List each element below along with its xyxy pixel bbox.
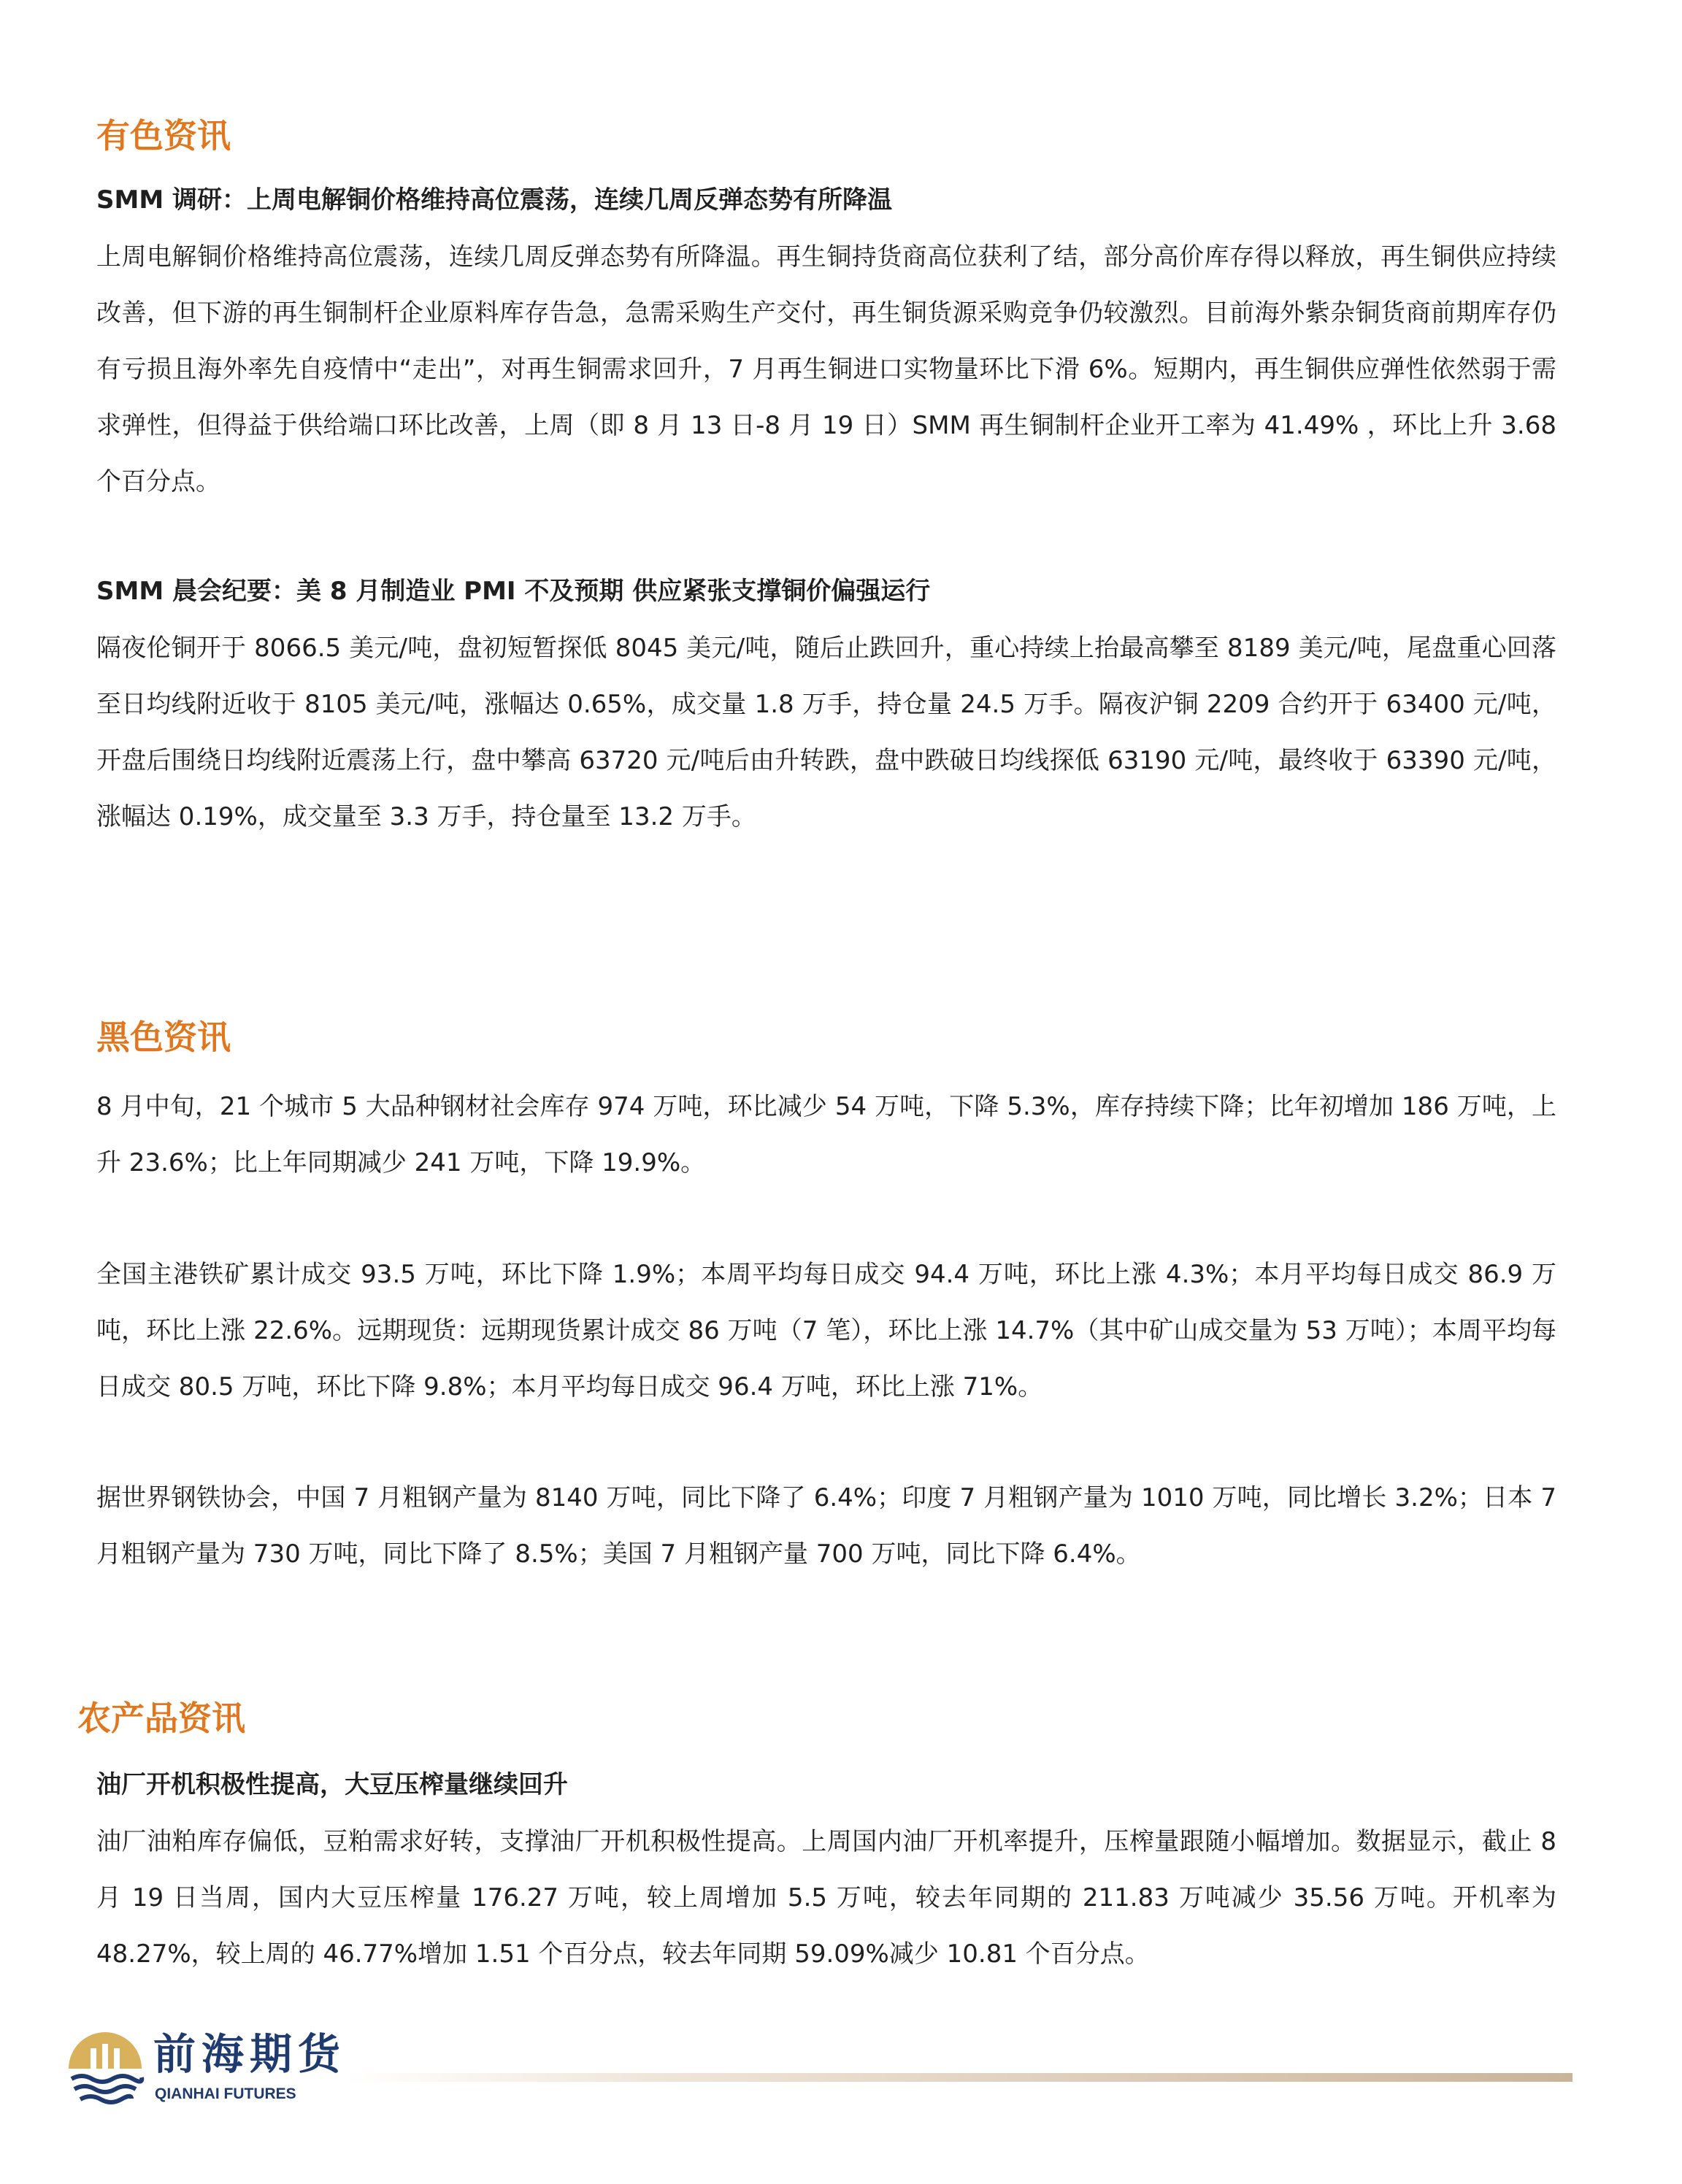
article-headline-soybean: 油厂开机积极性提高，大豆压榨量继续回升 <box>96 1770 568 1799</box>
logo-english-name: QIANHAI FUTURES <box>155 2085 296 2102</box>
ferrous-iron-ore-trading: 全国主港铁矿累计成交 93.5 万吨，环比下降 1.9%；本周平均每日成交 94.4 万吨，环比上涨 4.3%；本月平均每日成交 86.9 万吨，环比上涨 22.6%。远期现货：远期现货累计成交 86 万吨（7 笔），环比上涨 14.7%（其中矿山成交量为 53 万吨）；本周平均每日成交 80.5 万吨，环比下降 9.8%；本月平均每日成交 96.4 万吨，环比上涨 71%。 <box>96 1260 1556 1401</box>
qianhai-logo-icon <box>64 2028 146 2110</box>
section-title-agri: 农产品资讯 <box>77 1699 245 1738</box>
article-body-smm-morning: 隔夜伦铜开于 8066.5 美元/吨，盘初短暂探低 8045 美元/吨，随后止跌回升，重心持续上抬最高攀至 8189 美元/吨，尾盘重心回落至日均线附近收于 8105 美元/吨，涨幅达 0.65%，成交量 1.8 万手，持仓量 24.5 万手。隔夜沪铜 2209 合约开于 63400 元/吨，开盘后围绕日均线附近震荡上行，盘中攀高 63720 元/吨后由升转跌，盘中跌破日均线探低 63190 元/吨，最终收于 63390 元/吨，涨幅达 0.19%，成交量至 3.3 万手，持仓量至 13.2 万手。 <box>96 634 1556 831</box>
ferrous-steel-inventory: 8 月中旬，21 个城市 5 大品种钢材社会库存 974 万吨，环比减少 54 万吨，下降 5.3%，库存持续下降；比年初增加 186 万吨，上升 23.6%；比上年同期减少 241 万吨，下降 19.9%。 <box>96 1092 1556 1177</box>
article-headline-smm-morning: SMM 晨会纪要：美 8 月制造业 PMI 不及预期 供应紧张支撑铜价偏强运行 <box>96 577 931 606</box>
article-body-soybean: 油厂油粕库存偏低，豆粕需求好转，支撑油厂开机积极性提高。上周国内油厂开机率提升，压榨量跟随小幅增加。数据显示，截止 8 月 19 日当周，国内大豆压榨量 176.27 万吨，较上周增加 5.5 万吨，较去年同期的 211.83 万吨减少 35.56 万吨。开机率为 48.27%，较上周的 46.77%增加 1.51 个百分点，较去年同期 59.09%减少 10.81 个百分点。 <box>96 1827 1556 1969</box>
section-title-ferrous: 黑色资讯 <box>96 1018 231 1057</box>
footer-logo <box>64 2023 347 2118</box>
article-body-smm-survey: 上周电解铜价格维持高位震荡，连续几周反弹态势有所降温。再生铜持货商高位获利了结，部分高价库存得以释放，再生铜供应持续改善，但下游的再生铜制杆企业原料库存告急，急需采购生产交付，再生铜货源采购竞争仍较激烈。目前海外紫杂铜货商前期库存仍有亏损且海外率先自疫情中“走出”，对再生铜需求回升，7 月再生铜进口实物量环比下滑 6%。短期内，再生铜供应弹性依然弱于需求弹性，但得益于供给端口环比改善，上周（即 8 月 13 日-8 月 19 日）SMM 再生铜制杆企业开工率为 41.49% ，环比上升 3.68 个百分点。 <box>96 242 1556 496</box>
logo-chinese-name: 前海期货 <box>153 2029 347 2079</box>
section-title-nonferrous: 有色资讯 <box>96 116 231 155</box>
ferrous-crude-steel-output: 据世界钢铁协会，中国 7 月粗钢产量为 8140 万吨，同比下降了 6.4%；印度 7 月粗钢产量为 1010 万吨，同比增长 3.2%；日本 7 月粗钢产量为 730 万吨，同比下降了 8.5%；美国 7 月粗钢产量 700 万吨，同比下降 6.4%。 <box>96 1483 1556 1569</box>
footer-divider <box>346 2073 1572 2082</box>
article-headline-smm-survey: SMM 调研：上周电解铜价格维持高位震荡，连续几周反弹态势有所降温 <box>96 185 892 215</box>
